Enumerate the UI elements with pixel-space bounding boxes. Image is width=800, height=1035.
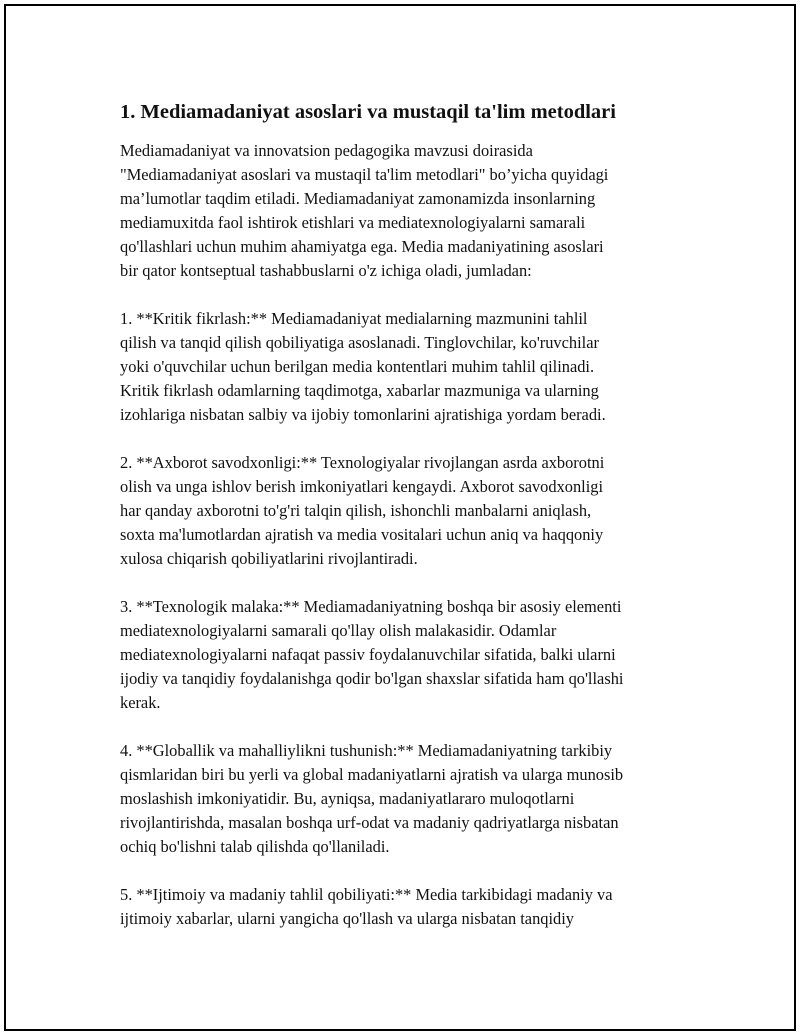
text-line: "Mediamadaniyat asoslari va mustaqil ta'lim metodlari" bo’yicha quyidagi [120, 165, 609, 184]
document-title: 1. Mediamadaniyat asoslari va mustaqil ta'lim metodlari [120, 101, 616, 123]
paragraph-texnologik-malaka [120, 595, 700, 715]
text-line: xulosa chiqarish qobiliyatlarini rivojlantiradi. [120, 549, 418, 568]
paragraph-globallik [120, 739, 700, 859]
text-line: bir qator kontseptual tashabbuslarni o'z ichiga oladi, jumladan: [120, 261, 532, 280]
text-line: ochiq bo'lishni talab qilishda qo'llaniladi. [120, 837, 390, 856]
text-line: 3. **Texnologik malaka:** Mediamadaniyatning boshqa bir asosiy elementi [120, 597, 622, 616]
paragraph-intro [120, 139, 700, 283]
text-line: ma’lumotlar taqdim etiladi. Mediamadaniyat zamonamizda insonlarning [120, 189, 596, 208]
text-line: qo'llashlari uchun muhim ahamiyatga ega. Media madaniyatining asoslari [120, 237, 604, 256]
paragraph-axborot-savodxonligi [120, 451, 700, 571]
text-line: izohlariga nisbatan salbiy va ijobiy tomonlarini ajratishiga yordam beradi. [120, 405, 606, 424]
paragraph-kritik-fikrlash [120, 307, 700, 427]
text-line: mediamuxitda faol ishtirok etishlari va mediatexnologiyalarni samarali [120, 213, 586, 232]
text-line: 2. **Axborot savodxonligi:** Texnologiyalar rivojlangan asrda axborotni [120, 453, 605, 472]
text-line: 5. **Ijtimoiy va madaniy tahlil qobiliyati:** Media tarkibidagi madaniy va [120, 885, 613, 904]
text-line: mediatexnologiyalarni samarali qo'llay olish malakasidir. Odamlar [120, 621, 557, 640]
document-body [120, 98, 700, 955]
text-line: Kritik fikrlash odamlarning taqdimotga, xabarlar mazmuniga va ularning [120, 381, 599, 400]
text-line: ijtimoiy xabarlar, ularni yangicha qo'llash va ularga nisbatan tanqidiy [120, 909, 574, 928]
text-line: qismlaridan biri bu yerli va global madaniyatlarni ajratish va ularga munosib [120, 765, 624, 784]
text-line: 4. **Globallik va mahalliylikni tushunish:** Mediamadaniyatning tarkibiy [120, 741, 613, 760]
text-line: 1. **Kritik fikrlash:** Mediamadaniyat medialarning mazmunini tahlil [120, 309, 588, 328]
text-line: qilish va tanqid qilish qobiliyatiga asoslanadi. Tinglovchilar, ko'ruvchilar [120, 333, 599, 352]
page-frame [4, 4, 796, 1031]
paragraph-ijtimoiy-tahlil [120, 883, 700, 931]
text-line: rivojlantirishda, masalan boshqa urf-odat va madaniy qadriyatlarga nisbatan [120, 813, 619, 832]
text-line: yoki o'quvchilar uchun berilgan media kontentlari muhim tahlil qilinadi. [120, 357, 595, 376]
text-line: mediatexnologiyalarni nafaqat passiv foydalanuvchilar sifatida, balki ularni [120, 645, 616, 664]
text-line: olish va unga ishlov berish imkoniyatlari kengaydi. Axborot savodxonligi [120, 477, 604, 496]
text-line: soxta ma'lumotlardan ajratish va media vositalari uchun aniq va haqqoniy [120, 525, 604, 544]
text-line: kerak. [120, 693, 161, 712]
text-line: moslashish imkoniyatidir. Bu, ayniqsa, madaniyatlararo muloqotlarni [120, 789, 575, 808]
text-line: Mediamadaniyat va innovatsion pedagogika mavzusi doirasida [120, 141, 533, 160]
text-line: har qanday axborotni to'g'ri talqin qilish, ishonchli manbalarni aniqlash, [120, 501, 592, 520]
text-line: ijodiy va tanqidiy foydalanishga qodir bo'lgan shaxslar sifatida ham qo'llashi [120, 669, 624, 688]
